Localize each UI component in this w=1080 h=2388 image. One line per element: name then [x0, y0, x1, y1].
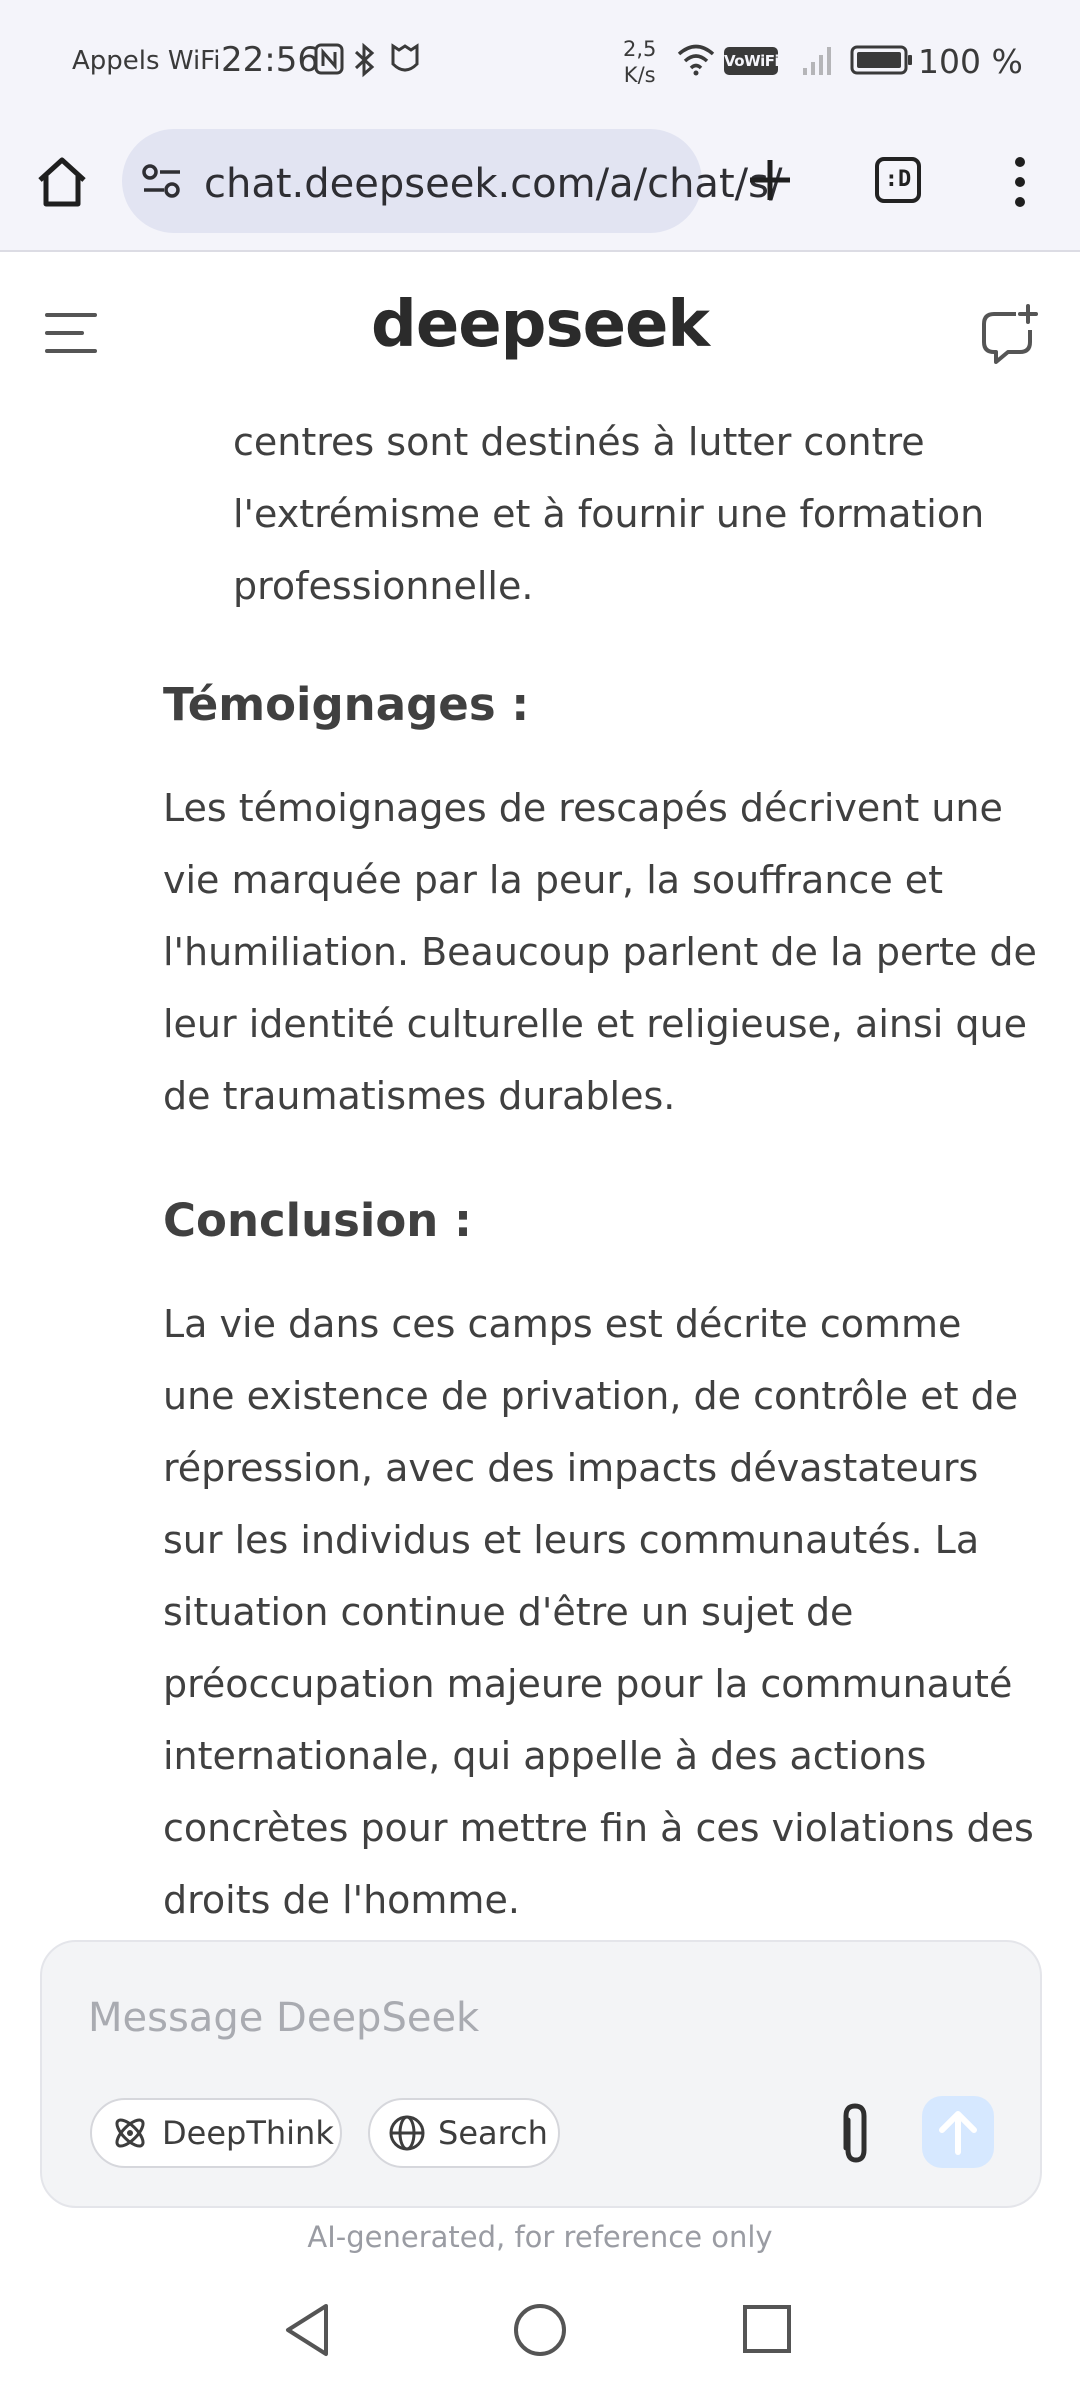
paragraph-line: situation continue d'être un sujet de [163, 1590, 854, 1634]
vowifi-badge: VoWiFi [724, 47, 778, 75]
nfc-icon [314, 42, 344, 76]
section-heading-testimonies: Témoignages : [163, 678, 530, 731]
list-item-line: professionnelle. [233, 564, 534, 608]
paragraph-line: leur identité culturelle et religieuse, ainsi que [163, 1002, 1027, 1046]
paragraph-line: préoccupation majeure pour la communauté [163, 1662, 1013, 1706]
paragraph-line: internationale, qui appelle à des actions [163, 1734, 927, 1778]
tab-switcher-button[interactable]: :D [875, 157, 921, 203]
site-settings-icon[interactable] [140, 163, 184, 199]
network-speed-unit: K/s [623, 63, 656, 87]
message-input[interactable] [88, 1990, 808, 2046]
atom-icon [110, 2113, 150, 2153]
battery-percentage: 100 % [918, 42, 1023, 81]
deepthink-label: DeepThink [162, 2114, 334, 2152]
paragraph-line: répression, avec des impacts dévastateurs [163, 1446, 979, 1490]
status-bar [0, 0, 1080, 124]
status-time: 22:56 [221, 40, 319, 80]
new-tab-button[interactable] [744, 154, 796, 206]
carrier-label: Appels WiFi [72, 46, 221, 76]
message-composer [40, 1940, 1042, 2208]
paragraph-line: droits de l'homme. [163, 1878, 520, 1922]
chat-message-area[interactable] [0, 386, 1080, 1922]
browser-home-button[interactable] [34, 154, 90, 210]
network-speed-value: 2,5 [623, 37, 657, 61]
shield-status-icon [390, 42, 420, 76]
signal-icon [802, 44, 836, 76]
paragraph-line: Les témoignages de rescapés décrivent une [163, 786, 1003, 830]
network-speed [623, 36, 656, 88]
paragraph-line: de traumatismes durables. [163, 1074, 676, 1118]
bluetooth-icon [352, 42, 378, 78]
paperclip-icon[interactable] [826, 2102, 882, 2168]
paragraph-line: l'humiliation. Beaucoup parlent de la perte de [163, 930, 1037, 974]
browser-toolbar [0, 124, 1080, 252]
ai-disclaimer: AI-generated, for reference only [307, 2220, 773, 2254]
search-label: Search [438, 2114, 548, 2152]
back-triangle-icon[interactable] [282, 2302, 332, 2358]
search-toggle[interactable] [368, 2098, 560, 2168]
paragraph-line: concrètes pour mettre fin à ces violations des [163, 1806, 1034, 1850]
system-navigation-bar [0, 2280, 1080, 2388]
paragraph-line: vie marquée par la peur, la souffrance et [163, 858, 944, 902]
more-options-icon[interactable] [1002, 154, 1038, 210]
paragraph-line: sur les individus et leurs communautés. La [163, 1518, 980, 1562]
battery-icon [850, 45, 914, 75]
app-header [0, 252, 1080, 386]
address-bar[interactable] [122, 129, 783, 233]
section-heading-conclusion: Conclusion : [163, 1194, 472, 1247]
arrow-up-icon [936, 2108, 980, 2156]
home-circle-icon[interactable] [512, 2302, 568, 2358]
new-chat-icon[interactable] [978, 304, 1040, 366]
paragraph-line: une existence de privation, de contrôle et de [163, 1374, 1019, 1418]
list-item-line: l'extrémisme et à fournir une formation [233, 492, 985, 536]
deepthink-toggle[interactable] [90, 2098, 342, 2168]
list-item-line: centres sont destinés à lutter contre [233, 420, 925, 464]
globe-icon [388, 2114, 426, 2152]
url-text[interactable]: chat.deepseek.com/a/chat/s/ [204, 161, 783, 207]
paragraph-line: La vie dans ces camps est décrite comme [163, 1302, 962, 1346]
send-button[interactable] [922, 2096, 994, 2168]
app-logo: deepseek [371, 288, 709, 362]
recents-square-icon[interactable] [742, 2304, 792, 2354]
wifi-icon [676, 42, 716, 76]
